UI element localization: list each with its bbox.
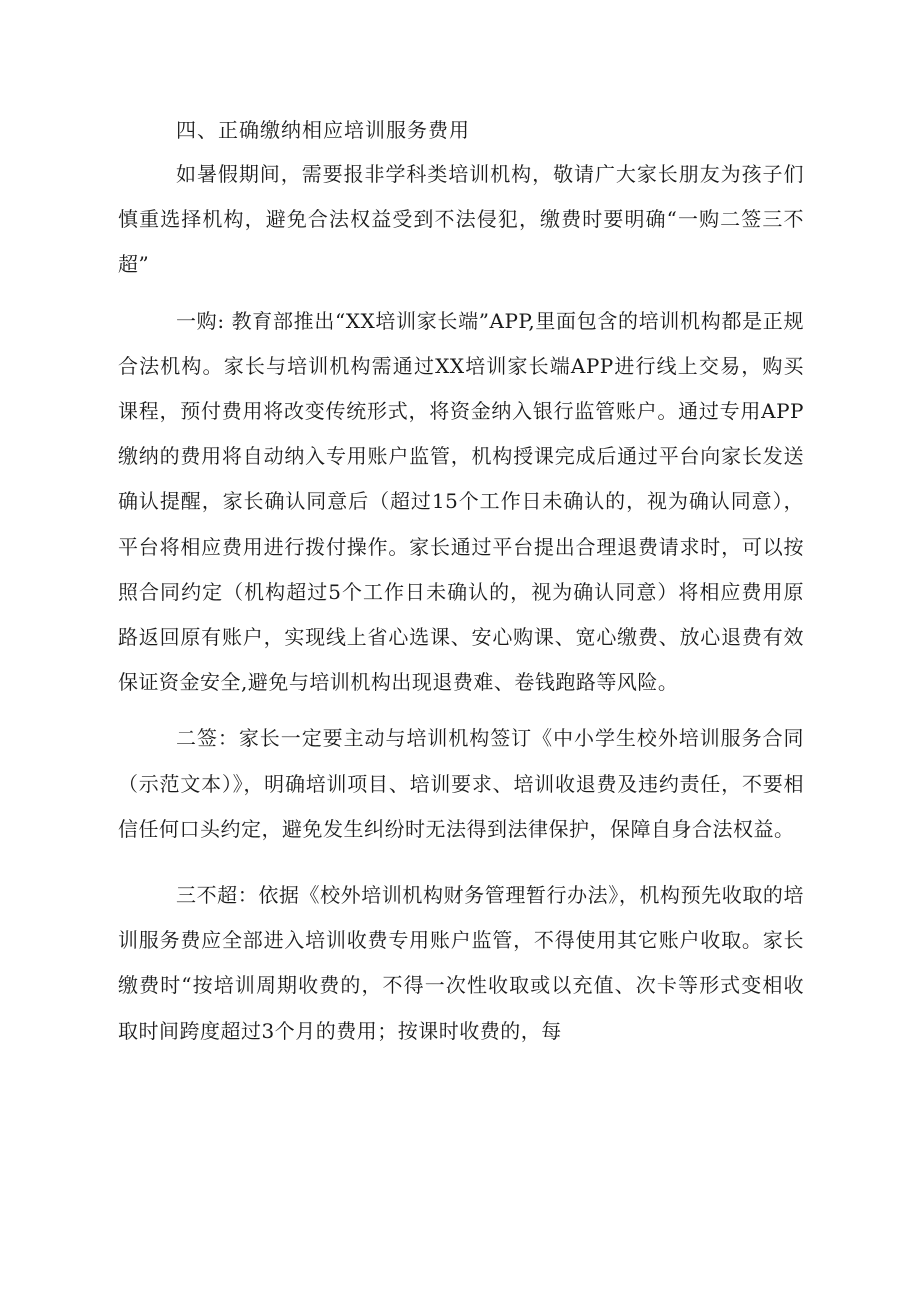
yi-gou-paragraph (118, 299, 804, 706)
intro-paragraph (118, 152, 804, 288)
paragraph-lead: 三不超： (176, 883, 259, 908)
san-bu-chao-paragraph (118, 873, 804, 1054)
paragraph-text: 教育部推出“XX培训家长端”APP,里面包含的培训机构都是正规合法机构。家长与培训机构需通过XX培训家长端APP进行线上交易，购买课程，预付费用将改变传统形式，将资金纳入银行监管账户。通过专用APP缴纳的费用将自动纳入专用账户监管，机构授课完成后通过平台向家长发送确认提醒，家长确认同意后（超过15个工作日未确认的，视为确认同意），平台将相应费用进行拨付操作。家长通过平台提出合理退费请求时，可以按照合同约定（机构超过5个工作日未确认的，视为确认同意）将相应费用原路返回原有账户，实现线上省心选课、安心购课、宽心缴费、放心退费有效保证资金安全,避免与培训机构出现退费难、卷钱跑路等风险。 (118, 308, 804, 695)
paragraph-text: 依据《校外培训机构财务管理暂行办法》，机构预先收取的培训服务费应全部进入培训收费专用账户监管，不得使用其它账户收取。家长缴费时“按培训周期收费的，不得一次性收取或以充值、次卡等形式变相收取时间跨度超过3个月的费用；按课时收费的，每 (118, 883, 805, 1043)
document-body (118, 111, 804, 1054)
paragraph-lead: 一购: (176, 308, 225, 333)
er-qian-paragraph (118, 716, 804, 852)
paragraph-lead: 二签： (176, 726, 239, 751)
paragraph-text: 如暑假期间，需要报非学科类培训机构，敬请广大家长朋友为孩子们慎重选择机构，避免合法权益受到不法侵犯，缴费时要明确“一购二签三不超” (118, 162, 804, 277)
section-heading: 四、正确缴纳相应培训服务费用 (176, 118, 470, 142)
paragraph-text: 家长一定要主动与培训机构签订《中小学生校外培训服务合同（示范文本）》，明确培训项目、培训要求、培训收退费及违约责任，不要相信任何口头约定，避免发生纠纷时无法得到法律保护，保障自身合法权益。 (118, 726, 805, 841)
